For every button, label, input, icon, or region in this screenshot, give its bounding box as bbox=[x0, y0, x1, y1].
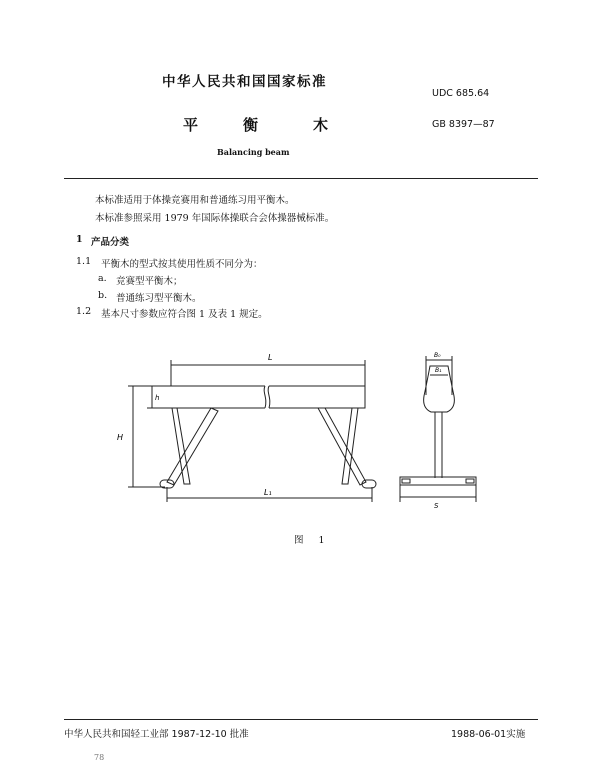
beam-break-right bbox=[268, 386, 270, 408]
label-B0: B₀ bbox=[434, 352, 441, 359]
label-h: h bbox=[155, 394, 160, 402]
right-leg-brace bbox=[318, 408, 366, 485]
intro-line-1: 本标准适用于体操竞赛用和普通练习用平衡木。 bbox=[95, 195, 295, 206]
udc-code: UDC 685.64 bbox=[432, 88, 490, 99]
beam-break-left bbox=[264, 386, 266, 408]
right-foot bbox=[362, 480, 376, 488]
right-leg-vertical bbox=[342, 408, 358, 484]
item-b-marker: b. bbox=[98, 290, 108, 301]
figure-caption: 图 1 bbox=[294, 535, 331, 546]
left-leg-brace bbox=[167, 408, 218, 485]
intro-line-2: 本标准参照采用 1979 年国际体操联合会体操器械标准。 bbox=[95, 213, 335, 224]
clause-1-1-number: 1.1 bbox=[76, 256, 92, 267]
label-L: L bbox=[268, 353, 273, 362]
clause-1-1-text: 平衡木的型式按其使用性质不同分为： bbox=[101, 259, 263, 270]
base-plate bbox=[400, 477, 476, 485]
item-a-marker: a. bbox=[98, 273, 107, 284]
label-S: S bbox=[434, 502, 439, 510]
page-number: 78 bbox=[94, 753, 105, 762]
approval-line: 中华人民共和国轻工业部 1987-12-10 批准 bbox=[64, 729, 249, 740]
section-1-number: 1 bbox=[76, 234, 83, 245]
implementation-date: 1988-06-01实施 bbox=[451, 729, 526, 740]
base-foot-left bbox=[402, 479, 410, 483]
item-a-text: 竞赛型平衡木； bbox=[116, 276, 183, 287]
footer-divider bbox=[64, 719, 538, 720]
gb-number: GB 8397—87 bbox=[432, 119, 495, 130]
base-foot-right bbox=[466, 479, 474, 483]
label-B1: B₁ bbox=[435, 367, 442, 374]
label-H: H bbox=[117, 433, 124, 442]
item-b-text: 普通练习型平衡木。 bbox=[116, 293, 202, 304]
section-1-heading: 产品分类 bbox=[91, 237, 130, 248]
title-char-3: 木 bbox=[313, 116, 329, 134]
english-title: Balancing beam bbox=[217, 147, 290, 157]
clause-1-2-number: 1.2 bbox=[76, 306, 92, 317]
title-char-2: 衡 bbox=[243, 116, 259, 134]
clause-1-2-text: 基本尺寸参数应符合图 1 及表 1 规定。 bbox=[101, 309, 268, 320]
standard-header-title: 中华人民共和国国家标准 bbox=[162, 74, 327, 90]
label-L1: L₁ bbox=[264, 488, 272, 497]
title-char-1: 平 bbox=[183, 116, 199, 134]
